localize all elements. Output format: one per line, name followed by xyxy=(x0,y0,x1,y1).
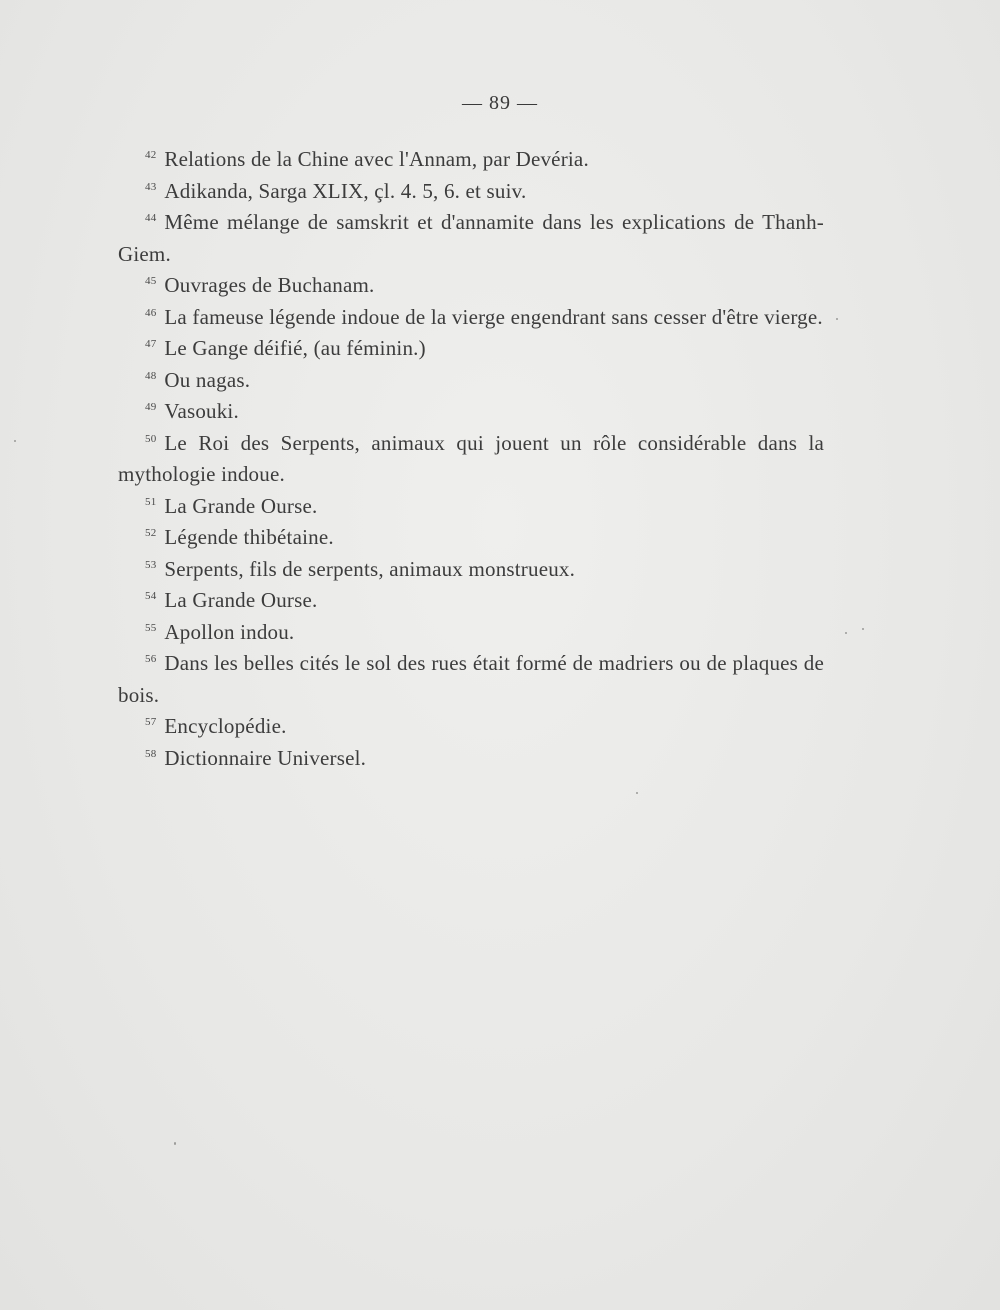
footnote-text: Légende thibétaine. xyxy=(164,525,334,549)
footnote-text: La Grande Ourse. xyxy=(164,493,318,518)
footnote-number: 54 xyxy=(145,590,157,602)
paper-speck xyxy=(845,632,847,634)
footnote-number: 58 xyxy=(145,747,157,760)
footnotes-list xyxy=(118,144,824,774)
footnote xyxy=(118,333,824,365)
footnote-number: 47 xyxy=(145,338,157,350)
footnote xyxy=(118,554,824,586)
footnote-text: Vasouki. xyxy=(164,399,239,423)
footnote xyxy=(118,522,824,554)
footnote-number: 42 xyxy=(145,149,157,161)
paper-speck xyxy=(174,1142,176,1145)
footnote-text: Le Gange déifié, (au féminin.) xyxy=(164,336,426,360)
footnote-number: 57 xyxy=(145,716,157,728)
footnote xyxy=(118,648,824,711)
footnote-number: 49 xyxy=(145,401,157,413)
paper-speck xyxy=(636,792,638,794)
footnote xyxy=(118,176,824,208)
footnote xyxy=(118,302,824,334)
footnote-text: Relations de la Chine avec l'Annam, par Devéria. xyxy=(164,147,589,171)
footnote xyxy=(118,396,824,428)
footnote-text: Le Roi des Serpents, animaux qui jouent un rôle considérable dans la mythologie indoue. xyxy=(118,430,824,486)
paper-speck xyxy=(14,440,16,442)
footnote xyxy=(118,491,824,523)
footnote-text: Dans les belles cités le sol des rues était formé de madriers ou de plaques de bois. xyxy=(118,651,824,707)
footnote xyxy=(118,711,824,743)
footnote-number: 51 xyxy=(145,495,157,508)
footnote xyxy=(118,743,824,775)
footnote-number: 48 xyxy=(145,369,157,382)
footnote-number: 44 xyxy=(145,212,157,224)
footnote-number: 56 xyxy=(145,653,157,665)
footnote xyxy=(118,270,824,302)
footnote-number: 53 xyxy=(145,558,157,571)
footnote-text: Ouvrages de Buchanam. xyxy=(164,273,375,297)
footnote xyxy=(118,428,824,491)
footnote-text: La Grande Ourse. xyxy=(164,588,318,612)
footnote-number: 52 xyxy=(145,527,157,539)
footnote-text: Ou nagas. xyxy=(164,367,251,392)
page-number: — 89 — xyxy=(462,92,538,114)
footnote xyxy=(118,585,824,617)
footnote-number: 45 xyxy=(145,275,157,287)
footnote-number: 50 xyxy=(145,432,157,445)
footnote xyxy=(118,365,824,397)
footnote-text: Serpents, fils de serpents, animaux monstrueux. xyxy=(164,556,576,581)
footnote-text: La fameuse légende indoue de la vierge engendrant sans cesser d'être vierge. xyxy=(164,304,823,329)
footnote-number: 55 xyxy=(145,621,157,634)
paper-speck xyxy=(836,318,838,320)
footnote xyxy=(118,617,824,649)
footnote-number: 46 xyxy=(145,306,157,319)
footnote-text: Adikanda, Sarga XLIX, çl. 4. 5, 6. et suiv. xyxy=(164,178,527,203)
footnote-text: Encyclopédie. xyxy=(164,714,287,738)
paper-speck xyxy=(862,628,864,630)
footnote xyxy=(118,207,824,270)
footnote-text: Apollon indou. xyxy=(164,619,295,644)
footnote-number: 43 xyxy=(145,180,157,193)
footnote-text: Dictionnaire Universel. xyxy=(164,745,367,770)
footnote-text: Même mélange de samskrit et d'annamite dans les explications de Thanh-Giem. xyxy=(118,210,824,266)
footnote xyxy=(118,144,824,176)
